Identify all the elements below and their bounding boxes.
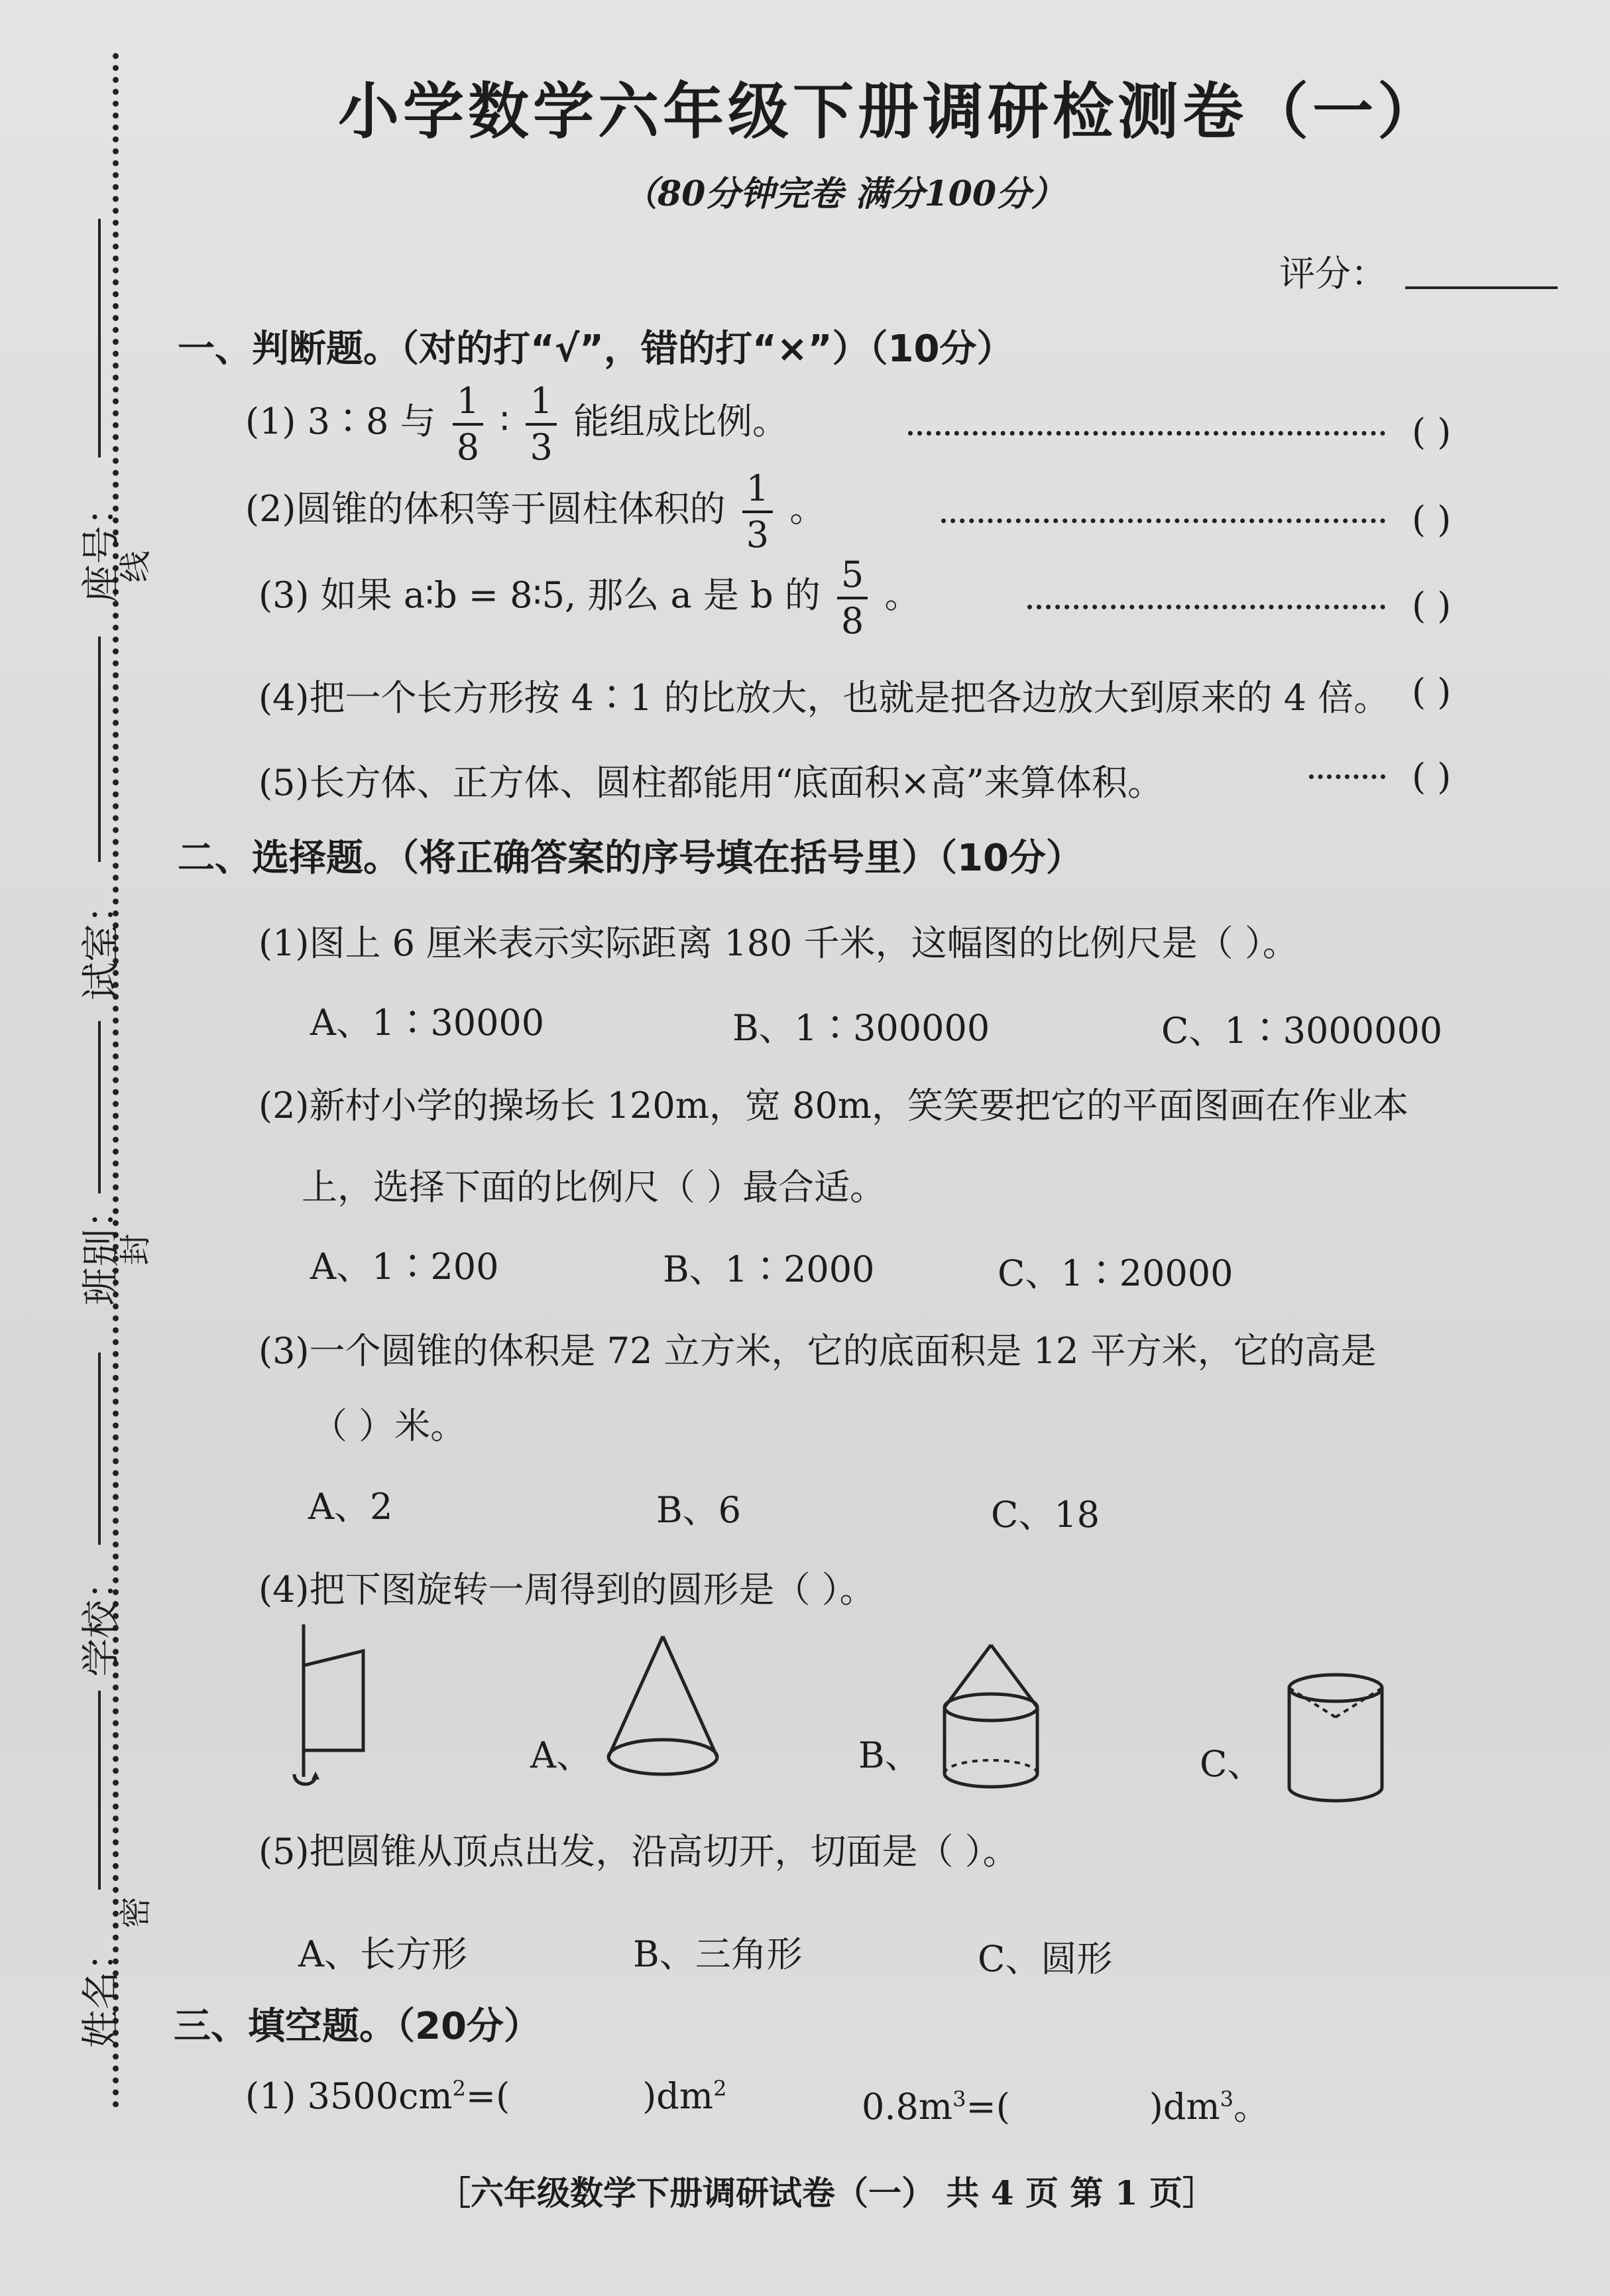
- score-label: 评分：: [1279, 253, 1387, 294]
- fraction: $\frac{5}{8}$: [837, 557, 868, 639]
- fraction: $\frac{1}{3}$: [742, 471, 773, 553]
- s2-q4-option-b: B、: [858, 1734, 921, 1776]
- dotted-leader: [908, 431, 1385, 436]
- dotted-leader: [1309, 774, 1385, 779]
- score-blank: [1405, 286, 1558, 289]
- answer-paren[interactable]: ( ): [1412, 499, 1452, 540]
- s2-question-2-line-1: (2)新村小学的操场长 120m，宽 80m，笑笑要把它的平面图画在作业本: [259, 1085, 1409, 1126]
- s1-q1-text: (1) 3∶8 与: [245, 400, 436, 442]
- s2-q3-option-b: B、6: [656, 1489, 742, 1531]
- cone-on-cylinder-icon: [938, 1641, 1044, 1793]
- answer-paren[interactable]: ( ): [1412, 585, 1452, 627]
- s2-q4-option-a: A、: [530, 1734, 592, 1776]
- s2-question-3-line-1: (3)一个圆锥的体积是 72 立方米，它的底面积是 12 平方米，它的高是: [259, 1330, 1377, 1372]
- s2-question-1: (1)图上 6 厘米表示实际距离 180 千米，这幅图的比例尺是（ ）。: [259, 922, 1298, 964]
- s2-q1-option-a: A、1∶30000: [310, 1002, 545, 1044]
- s2-q2-option-a: A、1∶200: [310, 1246, 499, 1288]
- dotted-leader: [1027, 605, 1385, 609]
- seat-blank: [98, 219, 101, 457]
- s1-question-1: (1) 3∶8 与 $\frac{1}{8}$ ∶ $\frac{1}{3}$ 能组成比例。: [245, 380, 789, 468]
- fraction: $\frac{1}{8}$: [453, 383, 483, 465]
- s2-question-3-line-2: （ ）米。: [312, 1405, 467, 1447]
- name-label: 姓名：: [78, 1932, 124, 2049]
- dotted-leader: [941, 518, 1385, 523]
- page-title: 小学数学六年级下册调研检测卷（一）: [338, 76, 1443, 147]
- room-blank: [98, 636, 101, 862]
- s2-question-2-line-2: 上，选择下面的比例尺（ ）最合适。: [302, 1166, 886, 1208]
- section-2-heading: 二、选择题。（将正确答案的序号填在括号里）（10分）: [178, 837, 1083, 880]
- binding-mark-secret: 密: [117, 1896, 154, 1929]
- s1-question-2: (2)圆锥的体积等于圆柱体积的 $\frac{1}{3}$ 。: [245, 467, 826, 556]
- s2-q3-option-a: A、2: [308, 1486, 393, 1528]
- s2-question-4: (4)把下图旋转一周得到的圆形是（ ）。: [259, 1569, 876, 1610]
- s2-q2-option-b: B、1∶2000: [663, 1248, 875, 1290]
- class-blank: [98, 1021, 101, 1193]
- page-footer: ［六年级数学下册调研试卷（一） 共 4 页 第 1 页］: [437, 2173, 1216, 2212]
- s2-question-5: (5)把圆锥从顶点出发，沿高切开，切面是（ ）。: [259, 1831, 1019, 1872]
- binding-mark-seal: 封: [117, 1233, 154, 1266]
- s1-question-5: (5)长方体、正方体、圆柱都能用“底面积×高”来算体积。: [259, 762, 1163, 804]
- s2-q5-option-c: C、圆形: [978, 1938, 1113, 1980]
- section-3-heading: 三、填空题。（20分）: [174, 2005, 541, 2048]
- section-1-heading: 一、判断题。（对的打“√”，错的打“×”）（10分）: [178, 328, 1014, 371]
- name-blank: [98, 1691, 101, 1890]
- cone-icon: [603, 1631, 722, 1783]
- binding-dotted-line: [113, 53, 119, 2108]
- s1-question-4: (4)把一个长方形按 4∶1 的比放大，也就是把各边放大到原来的 4 倍。: [259, 677, 1390, 719]
- room-label: 试室：: [78, 884, 124, 1001]
- s2-q1-option-b: B、1∶300000: [732, 1007, 990, 1049]
- binding-mark-line: 线: [117, 550, 154, 583]
- trapezoid-rotation-figure: [285, 1618, 378, 1790]
- s2-q5-option-a: A、长方形: [298, 1933, 467, 1975]
- fraction: $\frac{1}{3}$: [526, 383, 556, 465]
- school-label: 学校：: [78, 1561, 124, 1677]
- s3-question-1-part-a: (1) $3500cm^2=$( )$dm^2$: [245, 2075, 727, 2117]
- cylinder-with-hollow-cone-icon: [1283, 1671, 1389, 1803]
- s2-q4-option-c: C、: [1200, 1743, 1263, 1785]
- class-label: 班别：: [78, 1189, 124, 1306]
- answer-paren[interactable]: ( ): [1412, 671, 1452, 713]
- s2-q5-option-b: B、三角形: [633, 1933, 803, 1975]
- s2-q2-option-c: C、1∶20000: [998, 1252, 1234, 1294]
- page-subtitle: （80分钟完卷 满分100分）: [623, 174, 1066, 214]
- answer-paren[interactable]: ( ): [1412, 411, 1452, 453]
- s2-q3-option-c: C、18: [991, 1494, 1100, 1536]
- s2-q1-option-c: C、1∶3000000: [1161, 1010, 1443, 1052]
- answer-paren[interactable]: ( ): [1412, 756, 1452, 798]
- seat-label: 座号：: [78, 487, 124, 603]
- s3-question-1-part-b: $0.8m^3=$( )$dm^3$。: [862, 2086, 1269, 2128]
- school-blank: [98, 1353, 101, 1545]
- s1-question-3: (3) 如果 a∶b = 8∶5, 那么 a 是 b 的 $\frac{5}{8}$ 。: [259, 554, 921, 642]
